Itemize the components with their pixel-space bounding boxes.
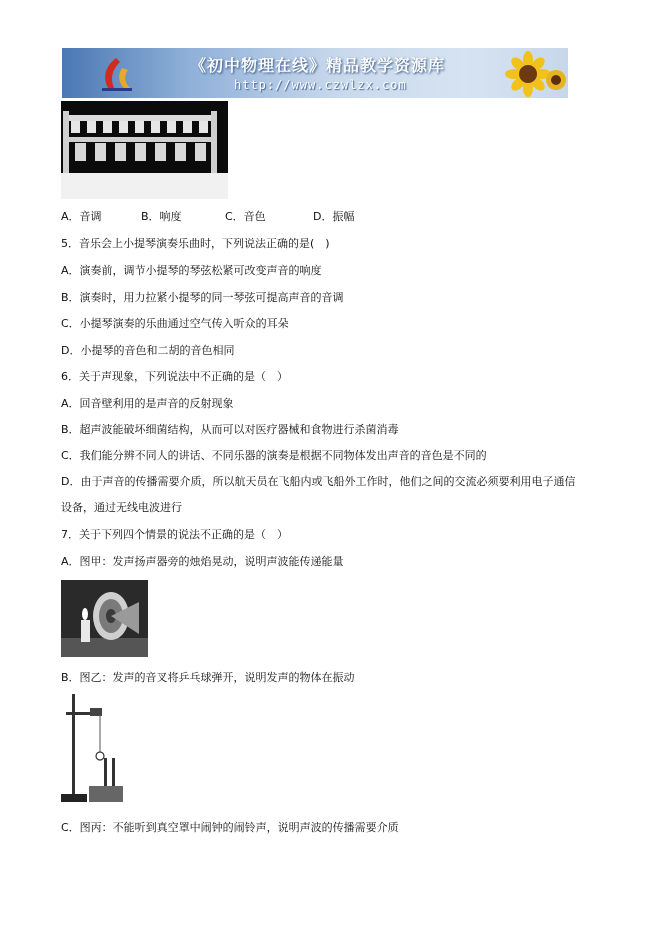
q5-option-c: C．小提琴演奏的乐曲通过空气传入听众的耳朵 bbox=[61, 317, 289, 330]
tuning-fork-diagram bbox=[60, 690, 130, 810]
q6-option-a: A．回音壁利用的是声音的反射现象 bbox=[61, 397, 234, 410]
q6-option-d-line1: D．由于声音的传播需要介质，所以航天员在飞船内或飞船外工作时，他们之间的交流必须要利用电子通信 bbox=[61, 475, 576, 488]
q7-option-b: B．图乙：发声的音叉将乒乓球弹开，说明发声的物体在振动 bbox=[61, 671, 355, 684]
banner-url: http://www.czwlzx.com bbox=[234, 78, 407, 92]
q6-stem: 6．关于声现象，下列说法中不正确的是（ ） bbox=[61, 370, 288, 383]
q4-option-d: D．振幅 bbox=[313, 210, 355, 223]
bianzhong-photo bbox=[61, 101, 228, 199]
header-banner bbox=[62, 48, 568, 98]
q5-stem: 5．音乐会上小提琴演奏乐曲时，下列说法正确的是( ) bbox=[61, 237, 330, 250]
bianzhong-image bbox=[61, 101, 228, 199]
q4-option-b: B．响度 bbox=[141, 210, 182, 223]
q6-option-d-line2: 设备，通过无线电波进行 bbox=[61, 501, 182, 514]
speaker-candle-image bbox=[61, 580, 148, 657]
q7-stem: 7．关于下列四个情景的说法不正确的是（ ） bbox=[61, 528, 288, 541]
q6-option-c: C．我们能分辨不同人的讲话、不同乐器的演奏是根据不同物体发出声音的音色是不同的 bbox=[61, 449, 487, 462]
q7-option-a: A．图甲：发声扬声器旁的烛焰晃动，说明声波能传递能量 bbox=[61, 555, 344, 568]
q5-option-b: B．演奏时，用力拉紧小提琴的同一琴弦可提高声音的音调 bbox=[61, 291, 344, 304]
q4-option-a: A．音调 bbox=[61, 210, 102, 223]
q4-options bbox=[61, 210, 354, 224]
sunflower-icon bbox=[486, 50, 566, 98]
q4-option-c: C．音色 bbox=[225, 210, 266, 223]
q5-option-d: D．小提琴的音色和二胡的音色相同 bbox=[61, 344, 235, 357]
q5-option-a: A．演奏前，调节小提琴的琴弦松紧可改变声音的响度 bbox=[61, 264, 322, 277]
q7-option-c: C．图丙：不能听到真空罩中闹钟的闹铃声，说明声波的传播需要介质 bbox=[61, 821, 399, 834]
banner-title: 《初中物理在线》精品教学资源库 bbox=[190, 56, 446, 75]
site-logo-icon bbox=[94, 54, 138, 94]
q6-option-b: B．超声波能破坏细菌结构，从而可以对医疗器械和食物进行杀菌消毒 bbox=[61, 423, 399, 436]
speaker-candle-photo bbox=[61, 580, 148, 657]
